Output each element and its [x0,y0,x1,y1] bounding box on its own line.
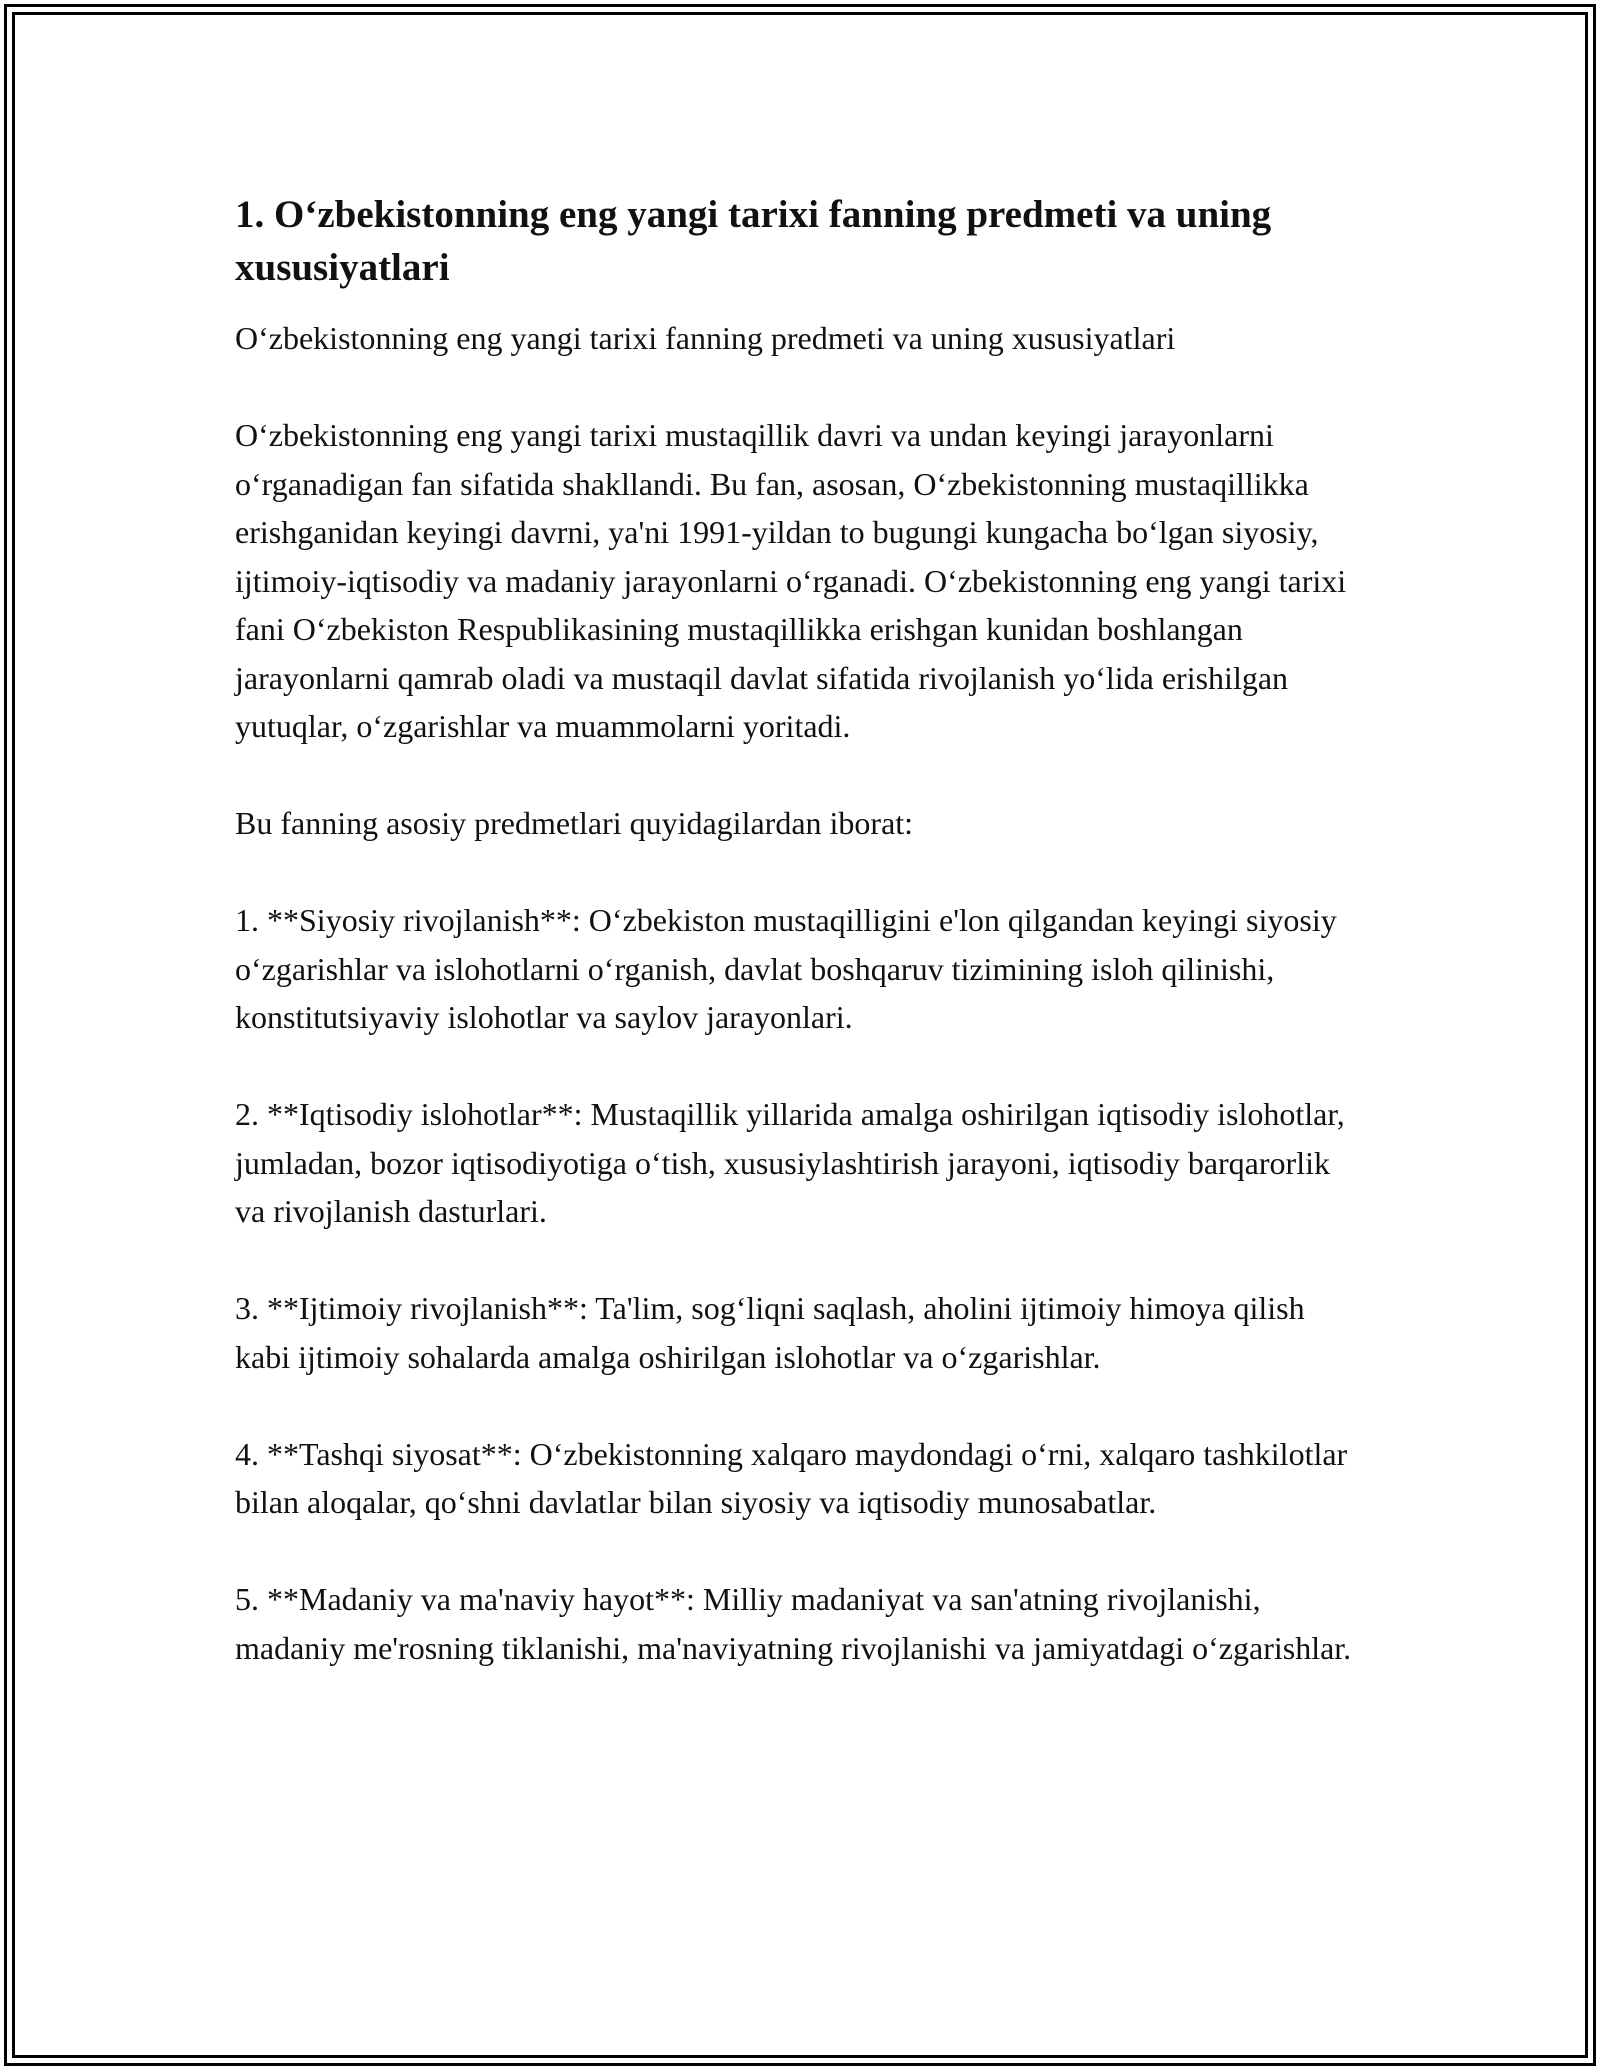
list-lead-paragraph: Bu fanning asosiy predmetlari quyidagilardan iborat: [235,805,914,841]
list-item-foreign-policy: 4. **Tashqi siyosat**: O‘zbekistonning xalqaro maydondagi o‘rni, xalqaro tashkilotlar bilan aloqalar, qo‘shni davlatlar bilan siyosiy va iqtisodiy munosabatlar. [235,1435,1356,1520]
document-body [235,188,1365,1672]
document-heading: 1. O‘zbekistonning eng yangi tarixi fanning predmeti va uning xususiyatlari [235,193,1272,289]
intro-paragraph: O‘zbekistonning eng yangi tarixi mustaqillik davri va undan keyingi jarayonlarni o‘rganadigan fan sifatida shakllandi. Bu fan, asosan, O‘zbekistonning mustaqillikka erishganidan keyingi davrni, ya'ni 1991-yildan to bugungi kungacha bo‘lgan siyosiy, ijtimoiy-iqtisodiy va madaniy jarayonlarni o‘rganadi. O‘zbekistonning eng yangi tarixi fani O‘zbekiston Respublikasining mustaqillikka erishgan kunidan boshlangan jarayonlarni qamrab oladi va mustaqil davlat sifatida rivojlanish yo‘lida erishilgan yutuqlar, o‘zgarishlar va muammolarni yoritadi. [235,417,1355,744]
list-item-cultural: 5. **Madaniy va ma'naviy hayot**: Milliy madaniyat va san'atning rivojlanishi, madaniy me'rosning tiklanishi, ma'naviyatning rivojlanishi va jamiyatdagi o‘zgarishlar. [235,1581,1352,1666]
list-item-economic: 2. **Iqtisodiy islohotlar**: Mustaqillik yillarida amalga oshirilgan iqtisodiy islohotlar, jumladan, bozor iqtisodiyotiga o‘tish, xususiylashtirish jarayoni, iqtisodiy barqarorlik va rivojlanish dasturlari. [235,1096,1353,1229]
list-item-political: 1. **Siyosiy rivojlanish**: O‘zbekiston mustaqilligini e'lon qilgandan keyingi siyosiy o‘zgarishlar va islohotlarni o‘rganish, davlat boshqaruv tizimining isloh qilinishi, konstitutsiyaviy islohotlar va saylov jarayonlari. [235,902,1345,1035]
list-item-social: 3. **Ijtimoiy rivojlanish**: Ta'lim, sog‘liqni saqlash, aholini ijtimoiy himoya qilish kabi ijtimoiy sohalarda amalga oshirilgan islohotlar va o‘zgarishlar. [235,1290,1313,1375]
document-subtitle: O‘zbekistonning eng yangi tarixi fanning predmeti va uning xususiyatlari [235,320,1176,356]
